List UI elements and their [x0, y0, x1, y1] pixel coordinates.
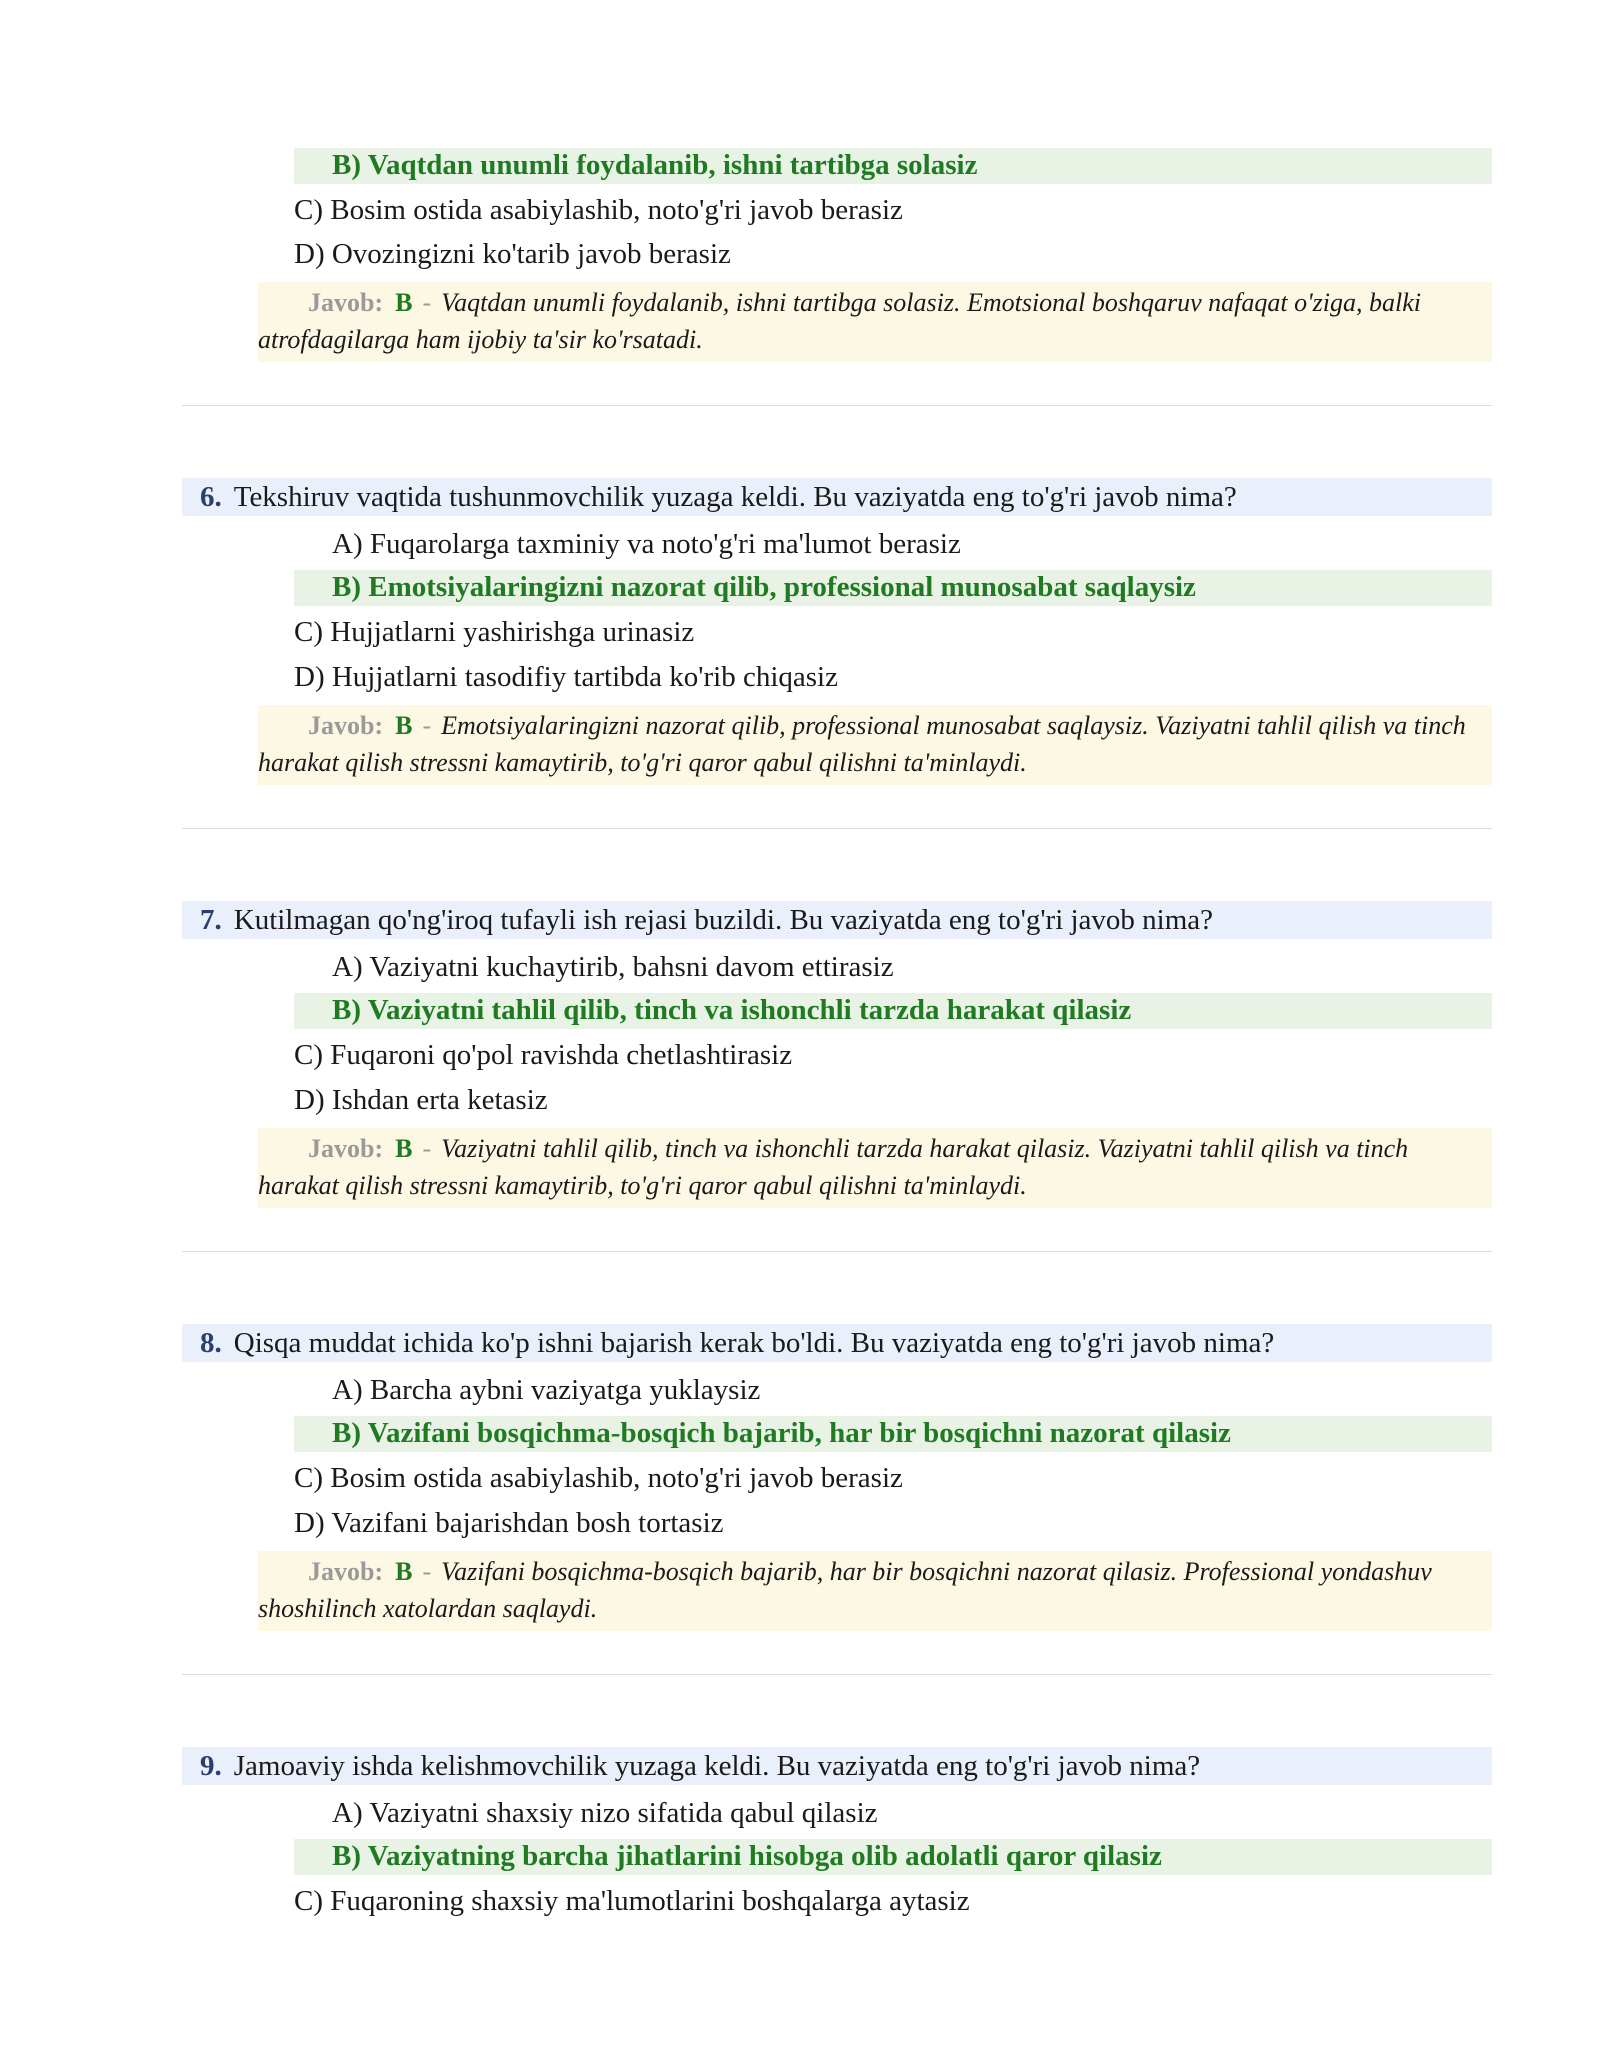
q5-option-b-correct: B) Vaqtdan unumli foydalanib, ishni tartibga solasiz [294, 148, 1492, 184]
answer-explanation: Emotsiyalaringizni nazorat qilib, professional munosabat saqlaysiz. Vaziyatni tahlil qilish va tinch harakat qilish stressni kamaytirib, to'g'ri qaror qabul qilishni ta'minlaydi. [258, 711, 1466, 777]
question-number: 9. [200, 1750, 222, 1782]
answer-letter: B [395, 1557, 413, 1586]
answer-dash: - [422, 1134, 432, 1163]
q7-option-a: A) Vaziyatni kuchaytirib, bahsni davom ettirasiz [332, 951, 894, 983]
question-text: Qisqa muddat ichida ko'p ishni bajarish kerak bo'ldi. Bu vaziyatda eng to'g'ri javob nima? [233, 1327, 1275, 1359]
question-6 [182, 478, 1492, 516]
question-text: Jamoaviy ishda kelishmovchilik yuzaga keldi. Bu vaziyatda eng to'g'ri javob nima? [233, 1750, 1201, 1782]
q7-option-d: D) Ishdan erta ketasiz [294, 1084, 548, 1116]
q9-option-a: A) Vaziyatni shaxsiy nizo sifatida qabul qilasiz [332, 1797, 878, 1829]
question-text: Kutilmagan qo'ng'iroq tufayli ish rejasi buzildi. Bu vaziyatda eng to'g'ri javob nima? [233, 904, 1214, 936]
answer-label: Javob: [308, 288, 384, 317]
q9-option-c: C) Fuqaroning shaxsiy ma'lumotlarini boshqalarga aytasiz [294, 1885, 970, 1917]
question-8 [182, 1324, 1492, 1362]
q7-option-b-correct: B) Vaziyatni tahlil qilib, tinch va ishonchli tarzda harakat qilasiz [294, 993, 1492, 1029]
q5-option-c: C) Bosim ostida asabiylashib, noto'g'ri javob berasiz [294, 194, 903, 226]
answer-dash: - [422, 288, 432, 317]
answer-explanation: Vaqtdan unumli foydalanib, ishni tartibga solasiz. Emotsional boshqaruv nafaqat o'ziga, balki atrofdagilarga ham ijobiy ta'sir ko'rsatadi. [258, 288, 1422, 354]
q8-option-c: C) Bosim ostida asabiylashib, noto'g'ri javob berasiz [294, 1462, 903, 1494]
divider [182, 1674, 1492, 1675]
answer-letter: B [395, 1134, 413, 1163]
q6-answer-box [258, 705, 1492, 785]
q8-option-b-correct: B) Vazifani bosqichma-bosqich bajarib, har bir bosqichni nazorat qilasiz [294, 1416, 1492, 1452]
q6-option-a: A) Fuqarolarga taxminiy va noto'g'ri ma'lumot berasiz [332, 528, 961, 560]
q7-option-c: C) Fuqaroni qo'pol ravishda chetlashtirasiz [294, 1039, 793, 1071]
divider [182, 828, 1492, 829]
question-number: 6. [200, 481, 222, 513]
divider [182, 405, 1492, 406]
question-9 [182, 1747, 1492, 1785]
q9-option-b-correct: B) Vaziyatning barcha jihatlarini hisobga olib adolatli qaror qilasiz [294, 1839, 1492, 1875]
question-text: Tekshiruv vaqtida tushunmovchilik yuzaga keldi. Bu vaziyatda eng to'g'ri javob nima? [233, 481, 1237, 513]
answer-letter: B [395, 288, 413, 317]
answer-dash: - [422, 711, 432, 740]
answer-explanation: Vazifani bosqichma-bosqich bajarib, har bir bosqichni nazorat qilasiz. Professional yondashuv shoshilinch xatolardan saqlaydi. [258, 1557, 1432, 1623]
q6-option-b-correct: B) Emotsiyalaringizni nazorat qilib, professional munosabat saqlaysiz [294, 570, 1492, 606]
question-7 [182, 901, 1492, 939]
q5-answer-box [258, 282, 1492, 362]
question-number: 7. [200, 904, 222, 936]
q6-option-c: C) Hujjatlarni yashirishga urinasiz [294, 616, 695, 648]
q8-option-a: A) Barcha aybni vaziyatga yuklaysiz [332, 1374, 761, 1406]
answer-letter: B [395, 711, 413, 740]
q8-option-d: D) Vazifani bajarishdan bosh tortasiz [294, 1507, 724, 1539]
q5-option-d: D) Ovozingizni ko'tarib javob berasiz [294, 238, 731, 270]
answer-explanation: Vaziyatni tahlil qilib, tinch va ishonchli tarzda harakat qilasiz. Vaziyatni tahlil qilish va tinch harakat qilish stressni kamaytirib, to'g'ri qaror qabul qilishni ta'minlaydi. [258, 1134, 1409, 1200]
question-number: 8. [200, 1327, 222, 1359]
answer-label: Javob: [308, 1134, 384, 1163]
q7-answer-box [258, 1128, 1492, 1208]
answer-label: Javob: [308, 1557, 384, 1586]
q6-option-d: D) Hujjatlarni tasodifiy tartibda ko'rib chiqasiz [294, 661, 838, 693]
divider [182, 1251, 1492, 1252]
answer-label: Javob: [308, 711, 384, 740]
answer-dash: - [422, 1557, 432, 1586]
q8-answer-box [258, 1551, 1492, 1631]
